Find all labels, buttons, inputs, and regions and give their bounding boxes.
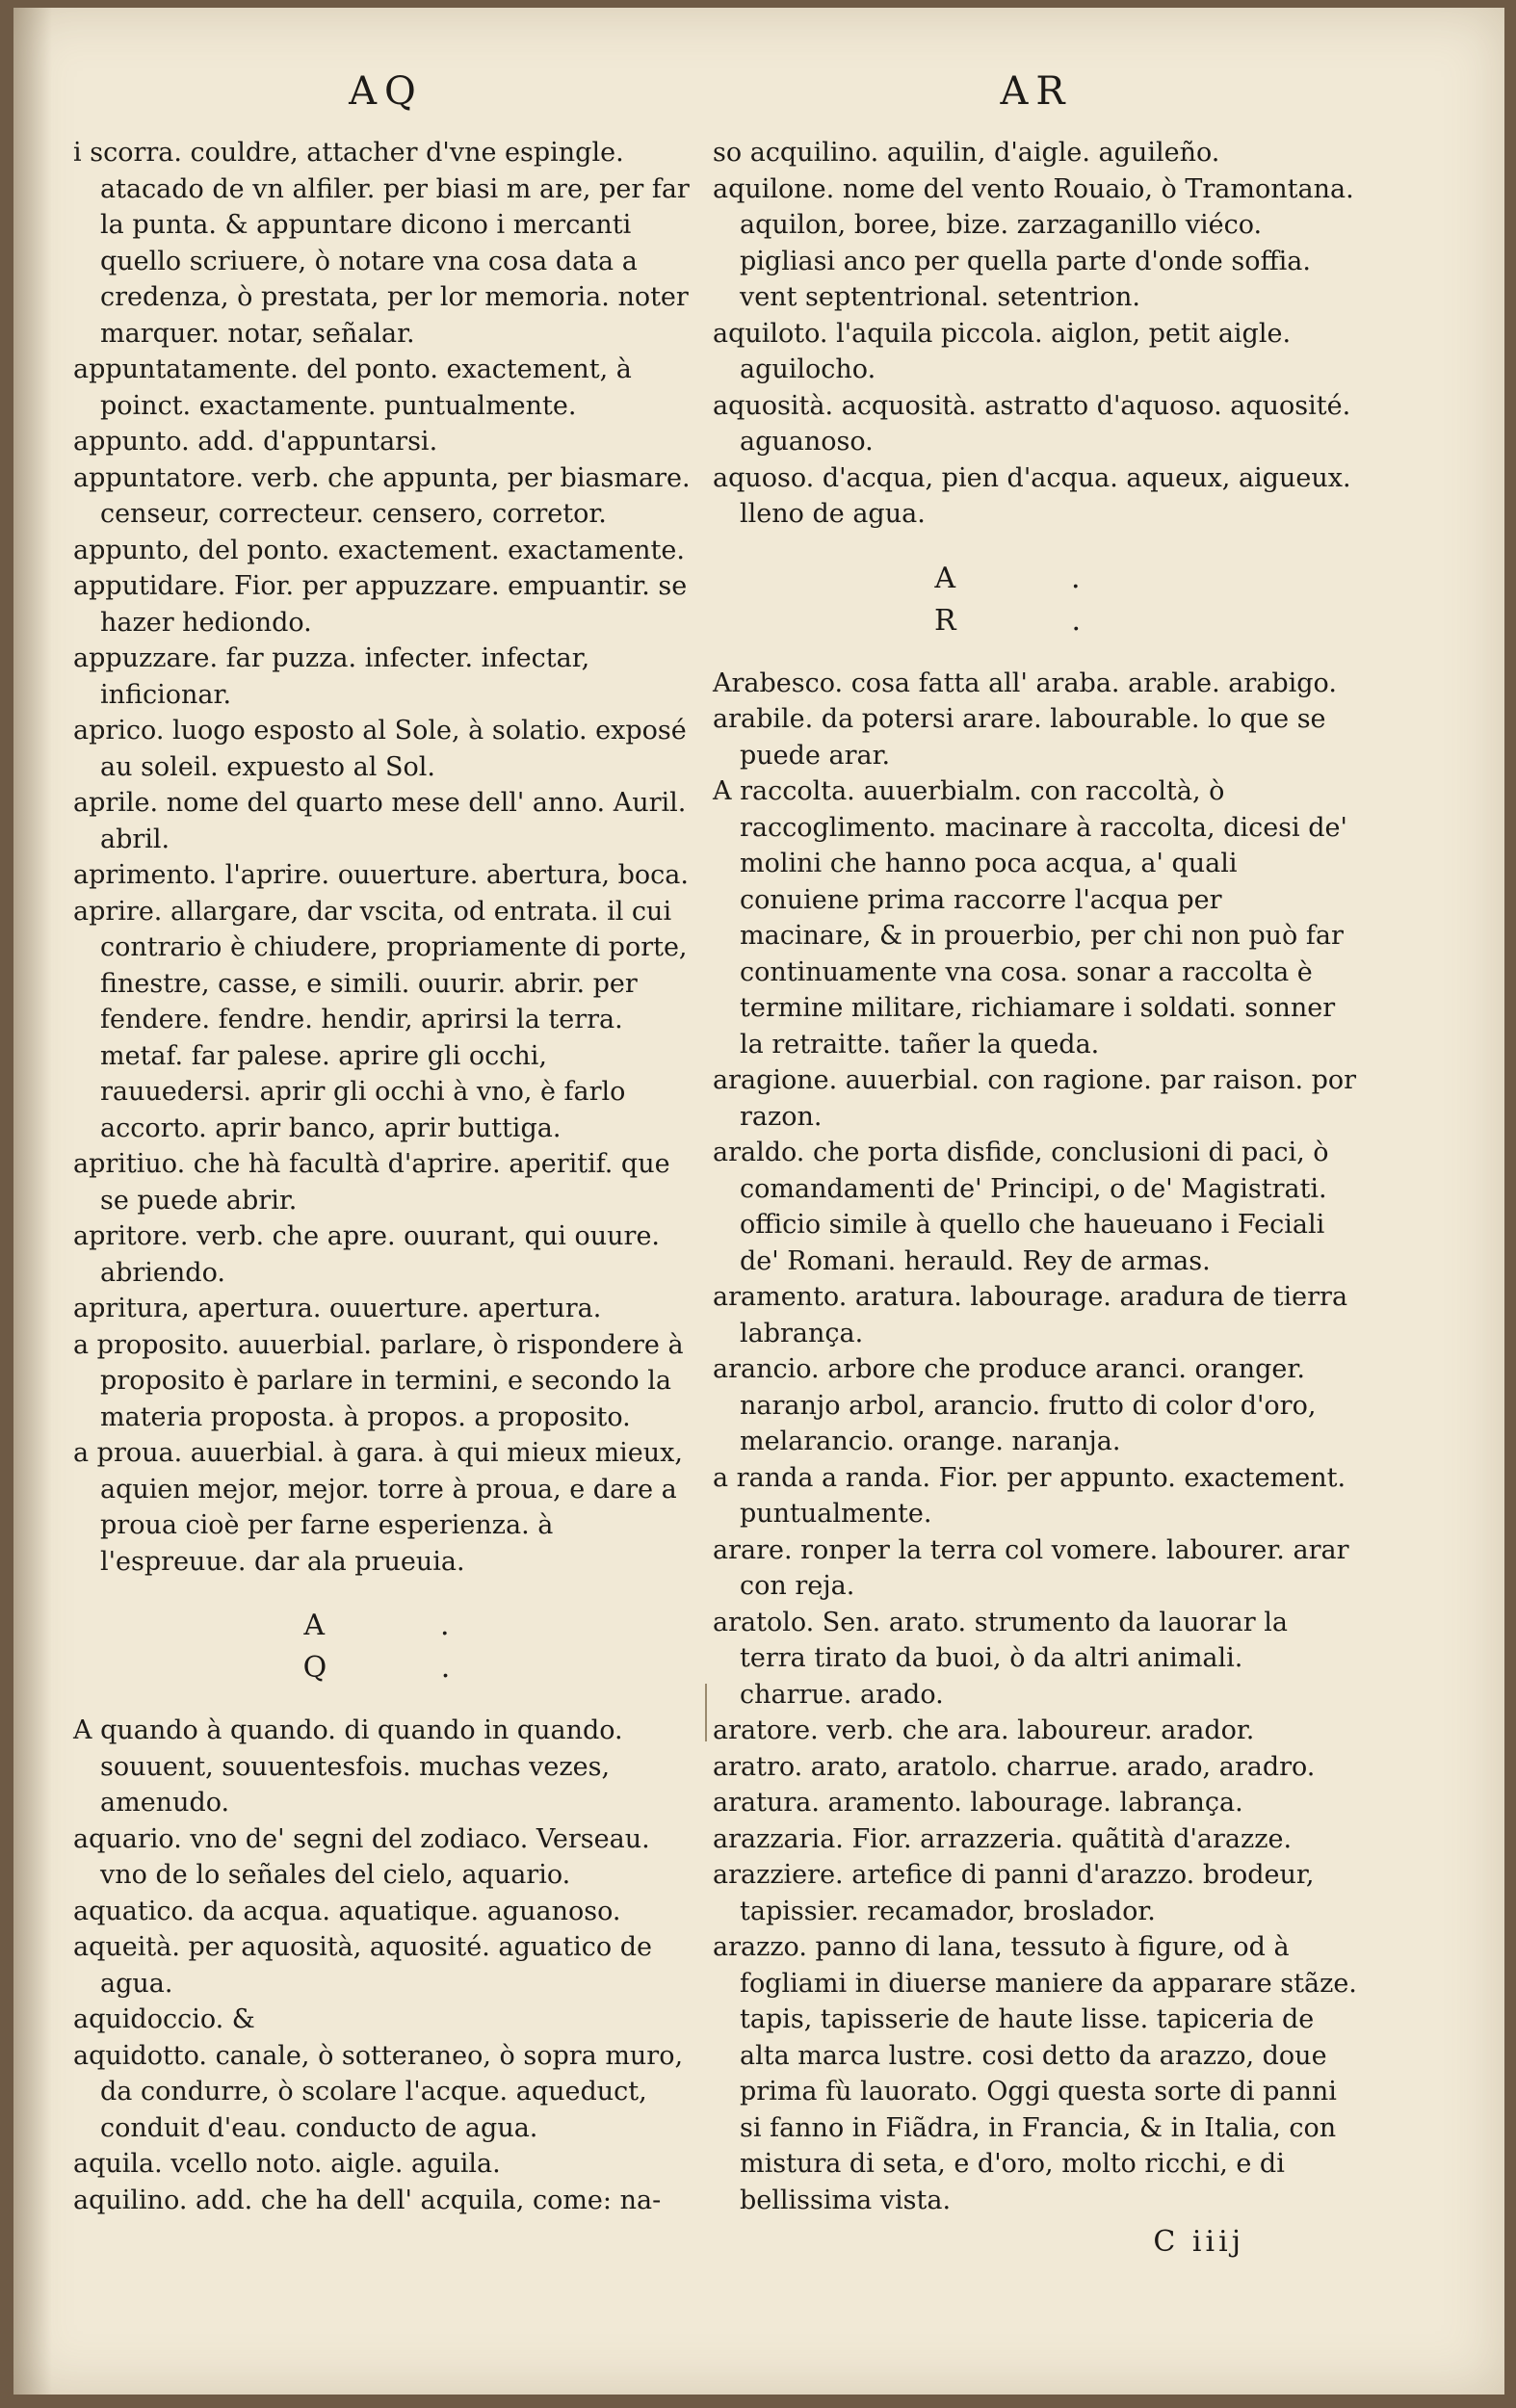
dictionary-page (13, 8, 1504, 2395)
dictionary-entry-text: appunto, del ponto. exactement. exactamente. (73, 535, 685, 565)
dictionary-entry (73, 1435, 699, 1580)
dictionary-entry (73, 568, 699, 641)
dictionary-entry (713, 1605, 1360, 1714)
dictionary-entry (713, 1460, 1360, 1532)
dictionary-entry-text: aratura. aramento. labourage. labrança. (713, 1788, 1243, 1818)
right-running-header: AR (1000, 69, 1073, 114)
dictionary-entry-text: aprimento. l'aprire. ouuerture. abertura, boca. (73, 860, 689, 890)
dictionary-entry-text: araldo. che porta disfide, conclusioni di paci, ò comandamenti de' Principi, o de' Magistrati. officio simile à quello che haueuano i Feciali de' Romani. herauld. Rey de armas. (713, 1138, 1329, 1276)
dictionary-entry (713, 388, 1360, 460)
dictionary-entry-text: apritiuo. che hà facultà d'aprire. aperitif. que se puede abrir. (73, 1149, 670, 1216)
right-column (713, 65, 1360, 2261)
left-entries-before (73, 135, 699, 1580)
dictionary-entry (73, 857, 699, 894)
dictionary-entry (713, 666, 1360, 702)
dictionary-entry (73, 713, 699, 785)
dictionary-entry (713, 135, 1360, 171)
dictionary-entry-text: aquila. vcello noto. aigle. aguila. (73, 2149, 501, 2179)
left-running-header: AQ (349, 69, 424, 114)
dictionary-entry-text: a randa a randa. Fior. per appunto. exactement. puntualmente. (713, 1462, 1346, 1529)
dictionary-entry-text: aquidotto. canale, ò sotteraneo, ò sopra muro, da condurre, ò scolare l'acque. aqueduct, conduit d'eau. conducto de agua. (73, 2040, 684, 2143)
dictionary-entry-text: arare. ronper la terra col vomere. labourer. arar con reja. (713, 1534, 1349, 1601)
left-entries-after (73, 1713, 699, 2218)
dictionary-entry (713, 701, 1360, 773)
dictionary-entry (73, 641, 699, 713)
dictionary-entry-text: arazziere. artefice di panni d'arazzo. brodeur, tapissier. recamador, broslador. (713, 1860, 1315, 1926)
dictionary-entry-text: aquiloto. l'aquila piccola. aiglon, petit aigle. aguilocho. (713, 318, 1292, 384)
dictionary-entry (713, 1135, 1360, 1279)
right-section-heading: A. R. (933, 561, 1197, 638)
dictionary-entry-text: A raccolta. auuerbialm. con raccoltà, ò raccoglimento. macinare à raccolta, dicesi de' molini che hanno poca acqua, a' quali conuiene prima raccorre l'acqua per macinare, & in prouerbio, per chi non può far continuamente vna cosa. sonar a raccolta è termine militare, richiamare i soldati. sonner la retraitte. tañer la queda. (713, 776, 1347, 1060)
dictionary-entry-text: arabile. da potersi arare. labourable. lo que se puede arar. (713, 704, 1326, 771)
dictionary-entry (73, 460, 699, 533)
dictionary-entry (73, 2183, 699, 2219)
right-entries-before (713, 135, 1360, 533)
dictionary-entry (713, 1785, 1360, 1821)
dictionary-entry (73, 1929, 699, 2002)
dictionary-entry (713, 1821, 1360, 1858)
dictionary-entry-text: aprile. nome del quarto mese dell' anno. Auril. abril. (73, 788, 687, 854)
dictionary-entry (713, 1532, 1360, 1605)
dictionary-entry (73, 424, 699, 460)
dictionary-entry (713, 1929, 1360, 2218)
column-rule (705, 1684, 707, 1741)
dictionary-entry-text: apputidare. Fior. per appuzzare. empuantir. se hazer hediondo. (73, 571, 688, 638)
dictionary-entry-text: aquario. vno de' segni del zodiaco. Verseau. vno de lo señales del cielo, aquario. (73, 1823, 650, 1890)
dictionary-entry (713, 1351, 1360, 1460)
dictionary-entry (73, 1821, 699, 1894)
dictionary-entry-text: aquosità. acquosità. astratto d'aquoso. aquosité. aguanoso. (713, 390, 1351, 457)
dictionary-entry (73, 2038, 699, 2147)
dictionary-entry (73, 1327, 699, 1436)
dictionary-entry-text: apritura, apertura. ouuerture. apertura. (73, 1294, 602, 1323)
dictionary-entry (713, 171, 1360, 316)
dictionary-entry (713, 1713, 1360, 1749)
left-section-heading: A. Q. (302, 1609, 566, 1685)
dictionary-entry (713, 1279, 1360, 1351)
dictionary-entry (73, 135, 699, 352)
dictionary-entry (73, 1218, 699, 1291)
dictionary-entry-text: arazzaria. Fior. arrazzeria. quãtità d'arazze. (713, 1823, 1293, 1854)
dictionary-entry (713, 1062, 1360, 1135)
dictionary-entry-text: aratro. arato, aratolo. charrue. arado, aradro. (713, 1751, 1316, 1782)
dictionary-entry (713, 316, 1360, 388)
dictionary-entry (713, 1857, 1360, 1929)
dictionary-entry-text: a proua. auuerbial. à gara. à qui mieux mieux, aquien mejor, mejor. torre à proua, e dare a proua cioè per farne esperienza. à l'espreuue. dar ala prueuia. (73, 1438, 683, 1577)
dictionary-entry-text: appuntatamente. del ponto. exactement, à poinct. exactamente. puntualmente. (73, 354, 632, 421)
dictionary-entry (73, 1146, 699, 1218)
dictionary-entry-text: aratore. verb. che ara. laboureur. arador. (713, 1715, 1255, 1745)
dictionary-entry-text: aratolo. Sen. arato. strumento da lauorar la terra tirato da buoi, ò da altri animali. charrue. arado. (713, 1607, 1288, 1710)
dictionary-entry (713, 773, 1360, 1062)
dictionary-entry-text: so acquilino. aquilin, d'aigle. aguileño. (713, 138, 1220, 168)
left-column (73, 65, 699, 2218)
dictionary-entry-text: i scorra. couldre, attacher d'vne espingle. atacado de vn alfiler. per biasi m are, per far la punta. & appuntare dicono i mercanti quello scriuere, ò notare vna cosa data a credenza, ò prestata, per lor memoria. noter marquer. notar, señalar. (73, 138, 690, 349)
dictionary-entry-text: A quando à quando. di quando in quando. souuent, souuentesfois. muchas vezes, amenudo. (73, 1715, 623, 1818)
dictionary-entry-text: aprico. luogo esposto al Sole, à solatio. exposé au soleil. expuesto al Sol. (73, 716, 687, 782)
dictionary-entry (73, 352, 699, 424)
dictionary-entry (713, 1749, 1360, 1786)
signature-mark: C iiij (1153, 2225, 1244, 2259)
dictionary-entry-text: aquidoccio. & (73, 2004, 255, 2034)
dictionary-entry-text: appuzzare. far puzza. infecter. infectar, inficionar. (73, 643, 590, 710)
dictionary-entry (73, 1713, 699, 1821)
dictionary-entry-text: aramento. aratura. labourage. aradura de tierra labrança. (713, 1282, 1348, 1348)
dictionary-entry-text: aprire. allargare, dar vscita, od entrata. il cui contrario è chiudere, propriamente di porte, finestre, casse, e simili. ouurir. abrir. per fendere. fendre. hendir, aprirsi la terra. metaf. far palese. aprire gli occhi, rauuedersi. aprir gli occhi à vno, è farlo accorto. aprir banco, aprir buttiga. (73, 896, 688, 1143)
dictionary-entry-text: aqueità. per aquosità, aquosité. aguatico de agua. (73, 1932, 652, 1999)
dictionary-entry (73, 1291, 699, 1327)
dictionary-entry (73, 1894, 699, 1930)
dictionary-entry-text: appuntatore. verb. che appunta, per biasmare. censeur, correcteur. censero, corretor. (73, 462, 691, 529)
dictionary-entry-text: aquoso. d'acqua, pien d'acqua. aqueux, aigueux. lleno de agua. (713, 462, 1351, 529)
dictionary-entry (73, 2146, 699, 2183)
dictionary-entry-text: aragione. auuerbial. con ragione. par raison. por razon. (713, 1065, 1357, 1132)
dictionary-entry-text: appunto. add. d'appuntarsi. (73, 427, 438, 457)
dictionary-entry-text: arazzo. panno di lana, tessuto à figure, od à fogliami in diuerse maniere da apparare stãze. tapis, tapisserie de haute lisse. tapiceria de alta marca lustre. cosi detto da arazzo, doue prima fù lauorato. Oggi questa sorte di panni si fanno in Fiãdra, in Francia, & in Italia, con mistura di seta, e d'oro, molto ricchi, e di bellissima vista. (713, 1932, 1357, 2215)
dictionary-entry (713, 460, 1360, 533)
dictionary-entry (73, 2002, 699, 2038)
dictionary-entry (73, 785, 699, 857)
right-entries-after (713, 666, 1360, 2219)
dictionary-entry-text: aquilone. nome del vento Rouaio, ò Tramontana. aquilon, boree, bize. zarzaganillo viéco. pigliasi anco per quella parte d'onde soffia. vent septentrional. setentrion. (713, 173, 1354, 312)
dictionary-entry-text: aquilino. add. che ha dell' acquila, come: na- (73, 2185, 662, 2215)
dictionary-entry-text: apritore. verb. che apre. ouurant, qui ouure. abriendo. (73, 1221, 661, 1288)
dictionary-entry-text: aquatico. da acqua. aquatique. aguanoso. (73, 1896, 621, 1926)
dictionary-entry-text: Arabesco. cosa fatta all' araba. arable. arabigo. (713, 667, 1337, 698)
page-spine-shadow (13, 8, 52, 2395)
dictionary-entry-text: a proposito. auuerbial. parlare, ò rispondere à proposito è parlare in termini, e secondo la materia proposta. à propos. a proposito. (73, 1329, 684, 1432)
dictionary-entry-text: arancio. arbore che produce aranci. oranger. naranjo arbol, arancio. frutto di color d'oro, melarancio. orange. naranja. (713, 1354, 1317, 1456)
dictionary-entry (73, 894, 699, 1147)
dictionary-entry (73, 533, 699, 569)
